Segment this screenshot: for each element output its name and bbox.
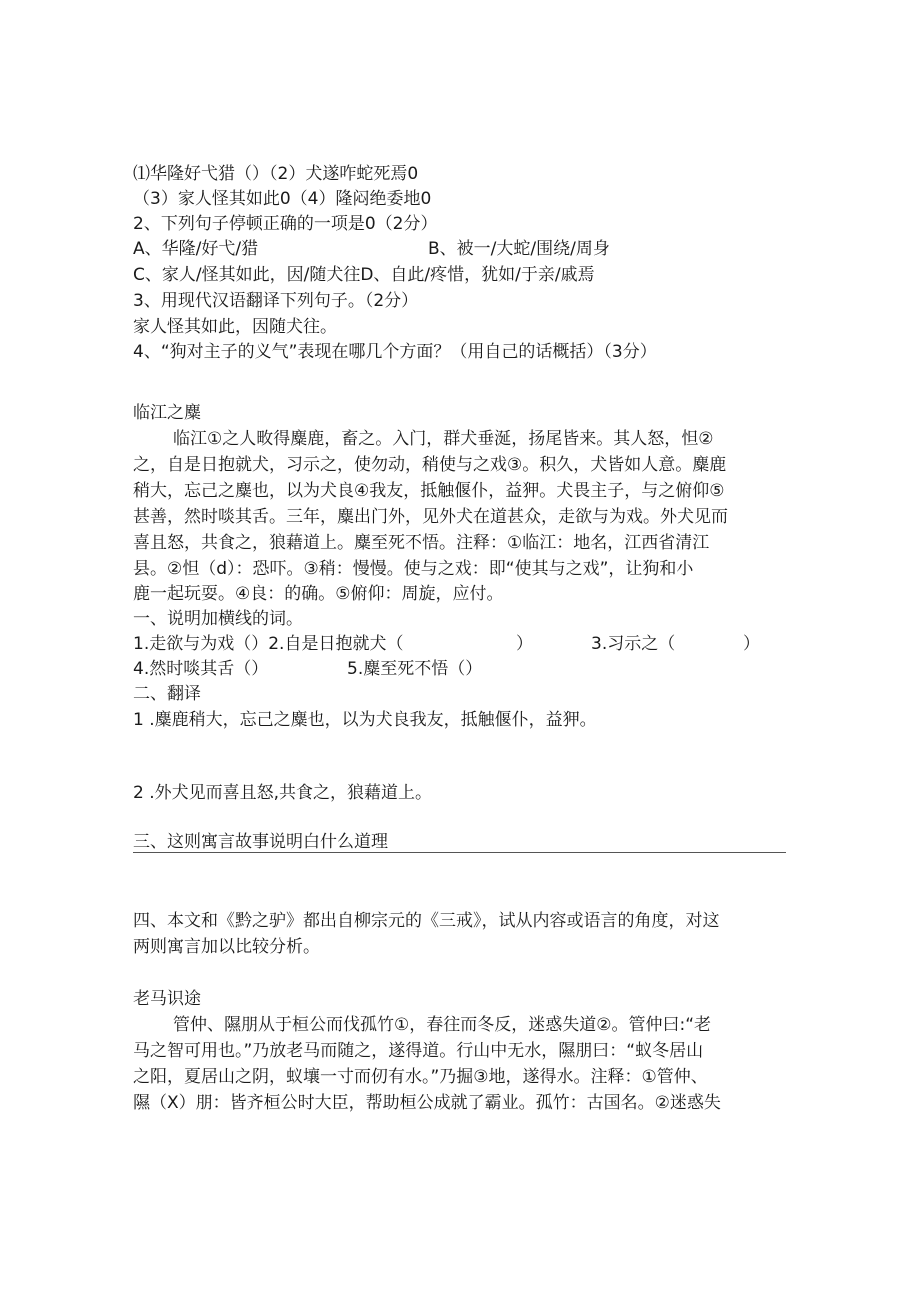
section-2-item-2: 2 .外犬见而喜且怒,共食之，狼藉道上。 — [133, 783, 433, 803]
passage-2-line: 鹿一起玩耍。④良：的确。⑤俯仰：周旋，应付。 — [133, 584, 504, 604]
section-1-item-4: 4.然时啖其舌（） — [133, 659, 269, 679]
passage-2-line: 县。②怛（d）：恐吓。③稍：慢慢。使与之戏：即“使其与之戏”，让狗和小 — [133, 559, 694, 579]
passage-2-line: 甚善，然时啖其舌。三年，麋出门外，见外犬在道甚众，走欲与为戏。外犬见而 — [133, 507, 728, 527]
question-2-option-a: A、华隆/好弋/猎 — [133, 239, 259, 259]
passage-2-line: 之，自是日抱就犬，习示之，使勿动，稍使与之戏③。积久，犬皆如人意。麋鹿 — [133, 455, 727, 475]
section-1-item-5: 5.麋至死不悟（） — [347, 659, 483, 679]
section-1-items-row-1 — [133, 631, 793, 657]
passage-2-line: 喜且怒，共食之，狼藉道上。麋至死不悟。注释：①临江：地名，江西省清江 — [133, 533, 710, 553]
section-1-item-1-2: 1.走欲与为戏（）2.自是日抱就犬（ — [133, 634, 404, 654]
question-2-option-b: B、被一/大蛇/围绕/周身 — [428, 239, 610, 259]
section-1-items-row-2 — [133, 656, 633, 682]
section-1-item-3: 3.习示之（ — [591, 634, 676, 654]
question-1-line-2: （3）家人怪其如此0（4）隆闷绝委地0 — [133, 189, 432, 209]
question-2-options-c-d: C、家人/怪其如此，因/随犬往D、自此/疼惜，犹如/于亲/戚焉 — [133, 265, 595, 285]
answer-underline — [133, 852, 786, 853]
section-4-line-2: 两则寓言加以比较分析。 — [133, 937, 320, 957]
section-1-item-3-close: ） — [743, 634, 760, 654]
passage-3-line: 马之智可用也。”乃放老马而随之，遂得道。行山中无水，隰朋曰：“蚁冬居山 — [133, 1041, 704, 1061]
passage-3-line: 之阳，夏居山之阴，蚁壤一寸而仞有水。”乃掘③地，遂得水。注释：①管仲、 — [133, 1067, 708, 1087]
passage-2-title: 临江之麋 — [133, 403, 201, 423]
section-3-title: 三、这则寓言故事说明白什么道理 — [133, 832, 388, 852]
section-1-title: 一、说明加横线的词。 — [133, 609, 303, 629]
passage-3-line: 隰（X）朋：皆齐桓公时大臣，帮助桓公成就了霸业。孤竹：古国名。②迷惑失 — [133, 1093, 721, 1113]
section-2-item-1: 1 .麋鹿稍大，忘己之麋也，以为犬良我友，抵触偃仆，益狎。 — [133, 710, 597, 730]
question-1-line-1: ⑴华隆好弋猎（）（2）犬遂咋蛇死焉0 — [133, 164, 419, 184]
question-4-title: 4、“狗对主子的义气”表现在哪几个方面？（用自己的话概括）（3分） — [133, 342, 657, 362]
section-4-line-1: 四、本文和《黔之驴》都出自柳宗元的《三戒》，试从内容或语言的角度，对这 — [133, 911, 720, 931]
passage-2-line: 临江①之人畋得麋鹿，畜之。入门，群犬垂涎，扬尾皆来。其人怒，怛② — [173, 429, 714, 449]
passage-3-title: 老马识途 — [133, 989, 201, 1009]
passage-3-line: 管仲、隰朋从于桓公而伐孤竹①，春往而冬反，迷惑失道②。管仲曰:“老 — [173, 1015, 712, 1035]
question-3-sentence: 家人怪其如此，因随犬往。 — [133, 317, 337, 337]
question-3-title: 3、用现代汉语翻译下列句子。（2分） — [133, 291, 419, 311]
passage-2-line: 稍大，忘己之麋也，以为犬良④我友，抵触偃仆，益狎。犬畏主子，与之俯仰⑤ — [133, 481, 725, 501]
section-1-item-2-close: ） — [516, 634, 533, 654]
question-2-title: 2、下列句子停顿正确的一项是0（2分） — [133, 214, 438, 234]
section-2-title: 二、翻译 — [133, 684, 201, 704]
